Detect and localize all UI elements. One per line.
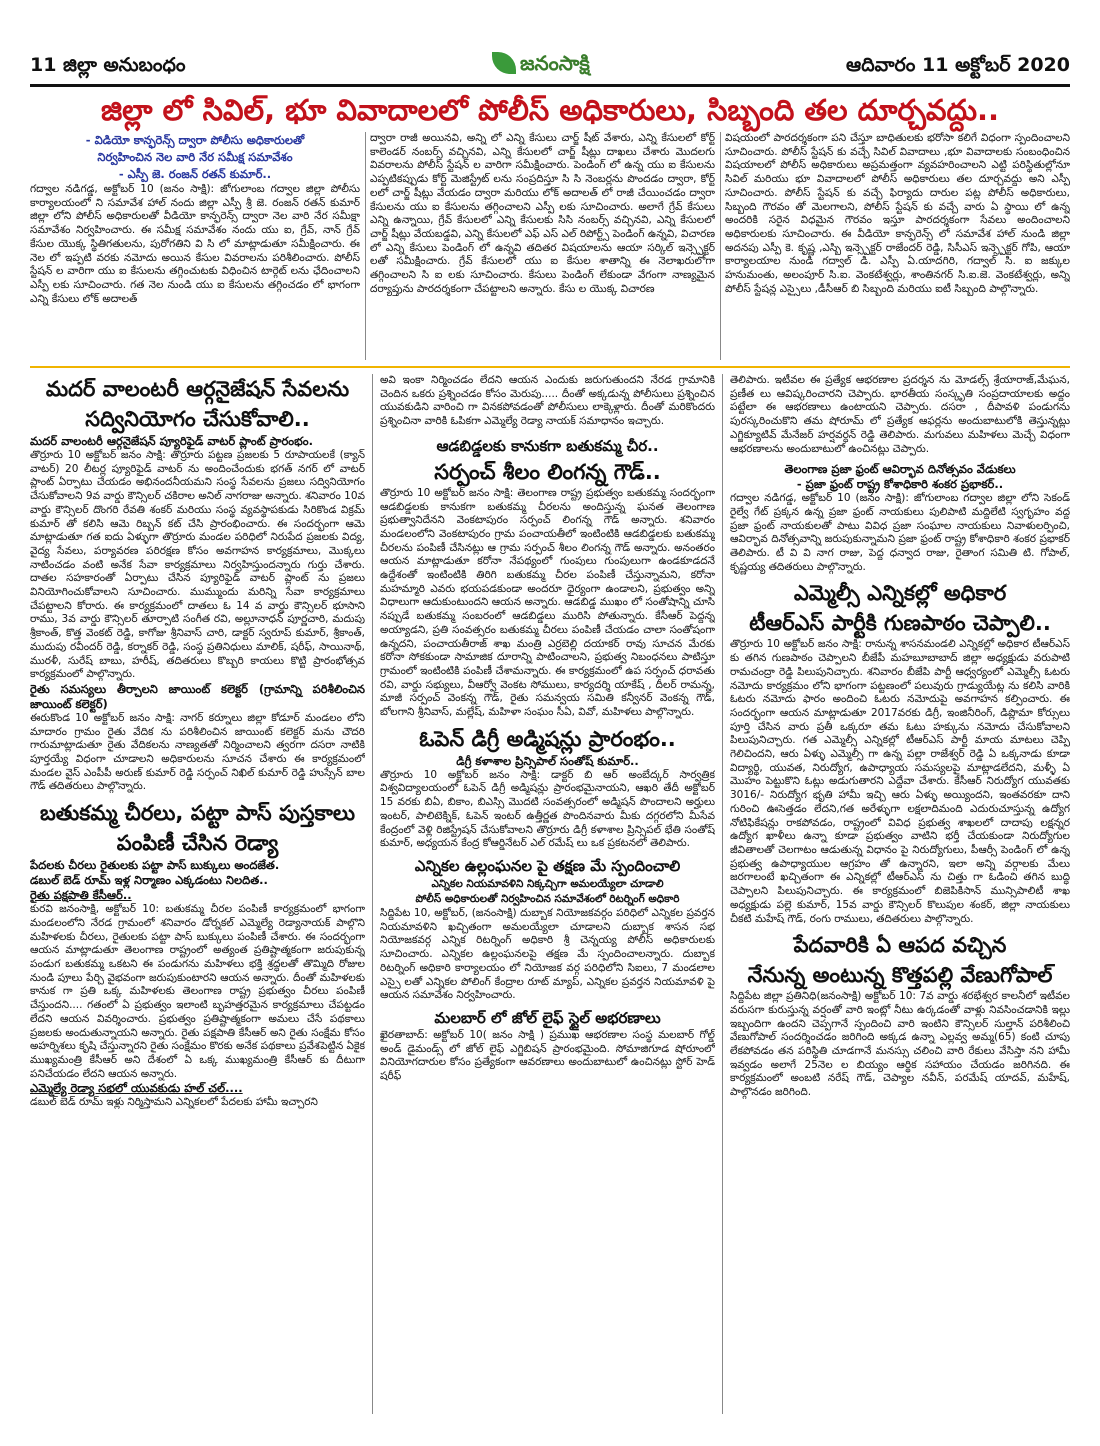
section-divider (30, 366, 1070, 368)
story-headline: టీఆర్ఎస్ పార్టీకి గుణపాఠం చెప్పాలి.. (749, 611, 1051, 636)
lead-story-col1 (30, 132, 360, 360)
story-deck: రైతు సమస్యలు తీర్చాలని జాయింట్ కలెక్టర్ (గ్రామాన్ని పరిశీలించిన జాయింట్ కలెక్టర్) (30, 681, 365, 711)
story-headline: ఎమ్మెల్సీ ఎన్నికల్లో అధికార (793, 581, 1007, 606)
story-body: తొర్రూరు 10 అక్టోబర్ జనం సాక్షి: డాక్టర్ బి ఆర్ అంబేద్కర్ సార్వత్రిక విశ్వవిద్యాలయంలో ఓపెన్ డిగ్రీ అడ్మిషన్లు ప్రారంభమైనాయని, ఆఖరి తేదీ అక్టోబర్ 15 వరకు బిఏ, బికాం, బిఎస్సి మొదటి సంవత్సరంలో అడ్మిషన్ పొందాలని అర్హులు ఇంటర్, పాలిటెక్నిక్, ఓపెన్ ఇంటర్ ఉత్తీర్ణత పొందినవారు మీకు దగ్గరలోని మీసేవ కేంద్రంలో వెళ్లి రిజిస్ట్రేషన్ చేసుకోవాలని తొర్రూరు డిగ్రీ కళాశాల ప్రిన్సిపల్ భేతి సంతోష్ కుమార్, అధ్యయన కేంద్ర కోఆర్డినేటర్ ఎల్ రమేష్ లు ఒక ప్రకటనలో తెలిపారు. (380, 768, 715, 850)
lead-kicker-2: నిర్వహించిన నెల వారి నేర సమీక్ష సమావేశం (97, 150, 293, 164)
right-column (730, 374, 1070, 1414)
story-headline: మలబార్ లో జోల్ లైఫ్ స్టైల్ అభరణాలు (434, 1008, 661, 1027)
story-headline: సద్వినియోగం చేసుకోవాలి.. (85, 407, 310, 431)
story-headline: ఆడబిడ్డలకు కానుకగా బతుకమ్మ చీర.. (436, 436, 659, 455)
story-body: డబుల్ బెడ్ రూమ్ ఇళ్లు నిర్మిస్తామని ఎన్నికలలో పేదలకు హామీ ఇచ్చారని (30, 1096, 318, 1109)
story-deck: డిగ్రీ కళాశాల ప్రిన్సిపాల్ సంతోష్ కుమార్.. (456, 753, 639, 768)
story-body: తొర్రూరు 10 అక్టోబర్ జనం సాక్షి: తొర్రూరు పట్టణ ప్రజలకు 5 రూపాయలకే (క్యాన్ వాటర్) 20 లీటర్ల ప్యూరిఫైడ్ వాటర్ ను అందించేందుకు భగత్ నగర్ లో వాటర్ ప్లాంట్ ఏర్పాటు చేయడం అభినందనీయమని సంస్థ సేవలను ప్రజలు సద్వినియోగం చేసుకోవాలని 9వ వార్డు కౌన్సిలర్ చకిరాల అనిల్ నాగరాజు అన్నారు. శనివారం 10వ వార్డు కౌన్సిలర్ దొంగరి రేవతి శంకర్ మరియు సంస్థ వ్యవస్థాపకుడు సిరికొండ విక్రమ్ కుమార్ తో కలిసి ఆమె రిబ్బన్ కట్ చేసి ప్రారంభించారు. ఈ సందర్భంగా ఆమె మాట్లాడుతూ గత ఐదు ఏళ్ళుగా తొర్రూరు మండల పరిధిలో నిరుపేద ప్రజలకు విద్య, వైద్య సేవలు, పర్యావరణ పరిరక్షణ కోసం అవగాహన కార్యక్రమాలు, మొక్కలు నాటించడం వంటి అనేక సేవా కార్యక్రమాలు నిర్వహిస్తుందన్నారు గుర్తు చేశారు. దాతల సహకారంతో ఏర్పాటు చేసిన ప్యూరిఫైడ్ వాటర్ ప్లాంట్ ను ప్రజలు వినియోగించుకోవాలని సూచించారు. ముమ్ముందు మరిన్ని సేవా కార్యక్రమాలు చేపట్టాలని కోరారు. ఈ కార్యక్రమంలో దాతలు ఓ 14 వ వార్డు కౌన్సిలర్ భూసాని రాము, 3వ వార్డు కౌన్సిలర్ తూర్పాటి సంగీత రవి, అల్లూనాధన్ పూర్ణచారి, మదుపు శ్రీకాంత్, కొత్త వెంకట్ రెడ్డి, కాగోజు శ్రీనివాస్ చారి, డాక్టర్ స్వరూప్ కుమార్, శ్రీకాంత్, ముదుపు రవీందర్ రెడ్డి, కర్నాకర్ రెడ్డి, సంస్థ ప్రతినిధులు మాలిక్, షరీఫ్, సాయినాథ్, మురళీ, సురేష్ బాబు, హరీష్, తదితరులు కొబ్బరి కాయలు కొట్టి ప్రారంభోత్సవ కార్యక్రమంలో పాల్గొన్నారు. (30, 449, 365, 681)
story-body: తొర్రూరు 10 అక్టోబర్ జనం సాక్షి: రానున్న శాసనమండలి ఎన్నికల్లో అధికార టీఆర్ఎస్ కు తగిన గుణపాఠం చెప్పాలని బీజేపీ మహబూబాబాద్ జిల్లా అధ్యక్షుడు వరుపాటి రామచంద్రా రెడ్డి పిలుపునిచ్చారు. శనివారం బీజేపి పార్టీ ఆధ్వర్యంలో ఎమ్మెల్సీ ఓటరు నమోదు కార్యక్రమం లోని భాగంగా పట్టణంలో పలువురు గ్రాడ్యుయేట్ల ను కలిసి వారికి ఓటరు నమోదు ఫారం అందించి ఓటరు నమోదుపై అవగాహన కల్పించారు. ఈ సందర్భంగా ఆయన మాట్లాడుతూ 2017వరకు డిగ్రీ, ఇంజినీరింగ్, డిప్లొమా కోర్సులు పూర్తి చేసిన వారు ప్రతీ ఒక్కరూ తమ ఓటు హక్కును నమోదు చేసుకోవాలని పిలుపునిచ్చారు. గత ఎమ్మెల్సీ ఎన్నికల్లో టీఆర్ఎస్ పార్టీ మాయ మాటలు చెప్పి గెలిచిందని, ఆరు ఏళ్ళు ఎమ్మెల్సీ గా ఉన్న పల్లా రాజేశ్వర్ రెడ్డి ఏ ఒక్కనాడు కూడా విద్యార్థి, యువత, నిరుద్యోగ, ఉపాధ్యాయ సమస్యలపై మాట్లాడలేదని, మళ్ళీ ఏ మొహం పెట్టుకొని ఓట్లు అడుగుతారని ఎద్దేవా చేశారు. కేసీఆర్ నిరుద్యోగ యువతకు 3016/- నిరుద్యోగ భృతి హామీ ఇచ్చి ఆరు ఏళ్ళు అయ్యిందని, ఇంతవరకూ దాని గురించి ఊసెత్తడం లేదని,గత అరేళ్ళుగా లక్షలాదిమంది ఎదురుచూస్తున్న ఉద్యోగ నోటిఫికేషన్లు రాకపోవడం, రాష్ట్రంలో వివిధ ప్రభుత్వ శాఖలలో దాదాపు లక్షన్నర ఉద్యోగ ఖాళీలు ఉన్నా కూడా ప్రభుత్వం వాటిని భర్తీ చేయకుండా నిరుద్యోగుల జీవితాలతో చెలగాటం ఆడుతున్న విధానం పై నిరుద్యోగులు, పీఆర్సీ పెండింగ్ లో ఉన్న ప్రభుత్వ ఉపాధ్యాయుల ఆగ్రహం తో ఉన్నారని, ఇలా అన్ని వర్గాలకు మేలు జరగాలంటే ఖచ్చితంగా ఈ ఎన్నికల్లో టీఆర్ఎస్ ను చిత్తు గా ఓడించి తగిన బుద్ధి చెప్పాలని పిలుపునిచ్చారు. ఈ కార్యక్రమంలో బిజెపికిసాన్ మున్సిపాలిటీ శాఖ అధ్యక్షుడు పల్లె కుమార్, 15వ వార్డు కౌన్సిలర్ కొలుపుల శంకర్, జిల్లా నాయకులు చీకటి మహేష్ గౌడ్, రంగు రాములు, తదితరులు పాల్గొన్నారు. (730, 638, 1070, 925)
story-body: ఖైరతాబాద్: అక్టోబర్ 10( జనం సాక్షి ) ప్రముఖ ఆభరణాల సంస్థ మలబార్ గోల్డ్ అండ్ డైమండ్స్ లో జోల్ లైఫ్ ఎగ్జిబిషన్ ప్రారంభమైంది. సోమాజిగూడ షోరూంలో వినియోగదారుల కోసం ప్రత్యేకంగా ఆవరణాలు అందుబాటులో ఉంచినట్లు స్టోర్ హెడ్ షరీఫ్ (380, 1028, 715, 1083)
story-deck: పేదలకు చీరలు రైతులకు పట్టా పాస్ బుక్కులు అందజేత. (30, 858, 280, 873)
story-deck: డబుల్ బెడ్ రూమ్ ఇళ్ల నిర్మాణం ఎక్కడంటు నిలదిత.. (30, 873, 268, 888)
story-headline: పేదవారికి ఏ ఆపద వచ్చిన (793, 933, 1007, 958)
middle-column (380, 374, 715, 1414)
story-headline: బతుకమ్మ చీరలు, పట్టా పాస్ పుస్తకాలు (39, 801, 356, 826)
column-divider (365, 132, 366, 360)
lead-story-col2: ద్వారా రాజీ అయినవి, అన్ని లో ఎన్ని కేసులు చార్జ్ షీట్ వేశారు, ఎన్ని కేసులలో కోర్ట్ కాలెండర్ నంబర్స్ వచ్చినవి, ఎన్ని కేసులలో చార్జ్ షీట్లు దాఖలు చేశారు మొదలగు వివరాలను పోలీస్ స్టేషన్ ల వారిగా సమీక్షించారు. పెండింగ్ లో ఉన్న యు ఐ కేసులను ఎప్పటికప్పుడు కోర్ట్ మెజిస్ట్రేట్ లను సంప్రదిస్తూ సి సి నెంబర్లను పొందడం ద్వారా, కోర్ట్ లలో చార్జ్ షీట్లు వేయడం ద్వారా మరియు లోక్ అదాలత్ లో రాజీ చేయించడం ద్వారా కేసులను యు ఐ కేసులను తగ్గించాలని ఎస్పీ లకు సూచించారు. అలాగే గ్రేవ్ కేసులు ఎన్ని ఉన్నాయి, గ్రేవ్ కేసులలో ఎన్ని కేసులకు సిసి నంబర్స్ వచ్చినవి, ఎన్ని కేసులలో చార్జ్ షీట్లు వేయబడ్డవి, ఎన్ని కేసులలో ఎఫ్ ఎస్ ఎల్ రిపోర్ట్స్ పెండింగ్ ఉన్నవి, విచారణ లో ఎన్ని కేసులు పెండింగ్ లో ఉన్నవి తదితర విషయాలను ఆయా సర్కిల్ ఇన్స్పెక్టర్ లతో సమీక్షించారు. గ్రేవ్ కేసులలో యు ఐ కేసుల శాతాన్ని ఈ నెలాఖరులోగా తగ్గించాలని సి ఐ లకు సూచించారు. కేసులు పెండింగ్ లేకుండా వేగంగా నాణ్యమైన దర్యాప్తును పారదర్శకంగా చేపట్టాలని అన్నారు. కేసు ల యొక్క విచారణ (370, 132, 715, 295)
story-body: గద్వాల నడిగడ్డ, అక్టోబర్ 10 (జనం సాక్షి): జోగులాంబ గద్వాల జిల్లా లోని సెకండ్ రైల్వే గేట్ ప్రక్కన ఉన్న ప్రజా ఫ్రంట్ నాయకులు పులిపాటి మద్దిలేటి స్వగృహం వద్ద ప్రజా ఫ్రంట్ నాయకులతో పాటు వివిధ ప్రజా సంఘాల నాయకులు నివాళులర్పించి, ఆవిర్భావ దినోత్సవాన్ని జరుపుకున్నామని ప్రజా ఫ్రంట్ రాష్ట్ర కోశాధికారి శంకర ప్రభాకర్ తెలిపారు. టీ వి వి నాగ రాజు, పెద్ద ధన్వాద రాజు, రైతాంగ సమితి టి. గోపాల్, కృష్ణయ్య తదితరులు పాల్గొన్నారు. (730, 492, 1070, 573)
story-deck: ఎమ్మెల్యే రెడ్యా సభలో యువకుడు హల్ చల్.... (30, 1081, 243, 1096)
main-headline: జిల్లా లో సివిల్, భూ వివాదాలలో పోలీస్ అధికారులు, సిబ్బంది తల దూర్చవద్దు.. (100, 93, 1000, 127)
column-divider (722, 374, 723, 1414)
header-divider (30, 84, 1070, 87)
story-headline: నేనున్న అంటున్న కొత్తపల్లి వేణుగోపాల్ (747, 963, 1053, 988)
story-body: కురవి జనంసాక్షి, అక్టోబర్ 10: బతుకమ్మ చీరల పంపిణీ కార్యక్రమంలో భాగంగా మండలంలోని నేరడ గ్రామంలో శనివారం డోర్నకల్ ఎమ్మెల్యే రెడ్యానాయక్ పాల్గొని మహిళలకు చీరలు, రైతులకు పట్టా పాస్ బుక్కులు పంపిణీ చేశారు. ఈ సందర్భంగా ఆయన మాట్లాడుతూ తెలంగాణ రాష్ట్రంలో అత్యంత ప్రతిష్టాత్మకంగా జరుపుకున్న పండుగ బతుకమ్మ ఒకటని ఈ పండుగను మహిళలు భక్తి శ్రద్ధలతో తొమ్మిది రోజుల నుండి పూలు పేర్చి వైభవంగా జరుపుకుంటారని ఆయన అన్నారు. దీంతో మహిళలకు కానుక గా ప్రతి ఒక్క మహిళలకు తెలంగాణ రాష్ట్ర ప్రభుత్వం చీరలు పంపిణీ చేస్తుందని.... గతంలో ఏ ప్రభుత్వం ఇలాంటి బృహత్తరమైన కార్యక్రమాలు చేపట్టడం లేదని ఆయన వివర్శించారు. ప్రభుత్వం ప్రతిష్టాత్మకంగా అమలు చేసే పథకాలు ప్రజలకు అందుతున్నాయని అన్నారు. రైతు పక్షపాతి కేసీఆర్ అని రైతు సంక్షేమ కోసం అహర్నిశలు కృషి చేస్తున్నారని రైతు సంక్షేమం కొరకు అనేక పథకాలు ప్రవేశపెట్టిన ఏకైక ముఖ్యమంత్రి కేసీఆర్ అని దేశంలో ఏ ఒక్క ముఖ్యమంత్రి కేసీఆర్ కు దీటుగా పనిచేయడం లేదని ఆయన అన్నారు. (30, 903, 365, 1080)
story-headline: ఓపెన్ డిగ్రీ అడ్మిషన్లు ప్రారంభం.. (419, 726, 676, 751)
story-body: సిద్దిపేట జిల్లా ప్రతినిధి(జనంసాక్షి) అక్టోబర్ 10: 7వ వార్డు శరభేశ్వర కాలనీలో ఇటీవల వరుసగా కురుస్తున్న వర్షంతో వారి ఇంట్లో నీటు ఉర్కడంతో వాళ్లు నివసించడానికి ఇల్లు ఇబ్బందిగా ఉందని చెప్పగానే స్పందించి వారి ఇంటిని కౌన్సిలర్ సుల్తాన్ పరిశీలించి వేణుగోపాల్ సందర్శించడం జరిగింది అక్కడ ఉన్నా ఎల్లవ్వ అమ్మ(65) కంటి చూపు లేకపోవడం తన పరిస్థితి చూడగానే మనస్సు చలించి వారి రేకులు వేసిస్తా నని హామీ ఇవ్వడం అలాగే 25నెల ల బియ్యం ఆర్థిక సహాయం చేయడం జరిగినది. ఈ కార్యక్రమంలో అంబటి నరేష్ గౌడ్, చెప్యాల నవీన్, పరమేష్ యాదవ్, మహేష్, పాల్గొనడం జరిగింది. (730, 990, 1070, 1099)
story-body: తొర్రూరు 10 అక్టోబర్ జనం సాక్షి: తెలంగాణ రాష్ట్ర ప్రభుత్వం బతుకమ్మ సందర్భంగా ఆడబిడ్డలకు కానుకగా బతుకమ్మ చీరలను అందిస్తున్న ఘనత తెలంగాణ ప్రభుత్వానిదేనని వెంకటాపురం సర్పంచ్ లింగన్న గౌడ్ అన్నారు. శనివారం మండలంలోని వెంకటాపురం గ్రామ పంచాయతీలో ఇంటింటికి ఆడబిడ్డలకు బతుకమ్మ చీరలను పంపిణీ చేసినట్లు ఆ గ్రామ సర్పంచ్ శీలం లింగన్న గౌడ్ అన్నారు. అనంతరం ఆయన మాట్లాడుతూ కరోనా నేపథ్యంలో గుంపులు గుంపులుగా ఉండకూడదనే ఉద్దేశంతో ఇంటింటికి తిరిగి బతుకమ్మ చీరల పంపిణీ చేస్తున్నామని, కరోనా మహమ్మారి ఎవరు భయపడకుండా అందరూ ధైర్యంగా ఉండాలని, ప్రభుత్వం అన్ని విధాలుగా ఆదుకుంటుందని ఆయన అన్నారు. ఆడబిడ్డ ముఖం లో సంతోషాన్ని చూసి నప్పుడే బతుకమ్మ సంబరంలో ఆడబిడ్డలు మురిసి పోతున్నారు. కేసీఆర్ పెద్దన్న అయ్యాడని, ప్రతి సంవత్సరం బతుకమ్మ చీరలు పంపిణీ చేయడం చాలా సంతోషంగా ఉన్నదని, పంచాయతీరాజ్ శాఖ మంత్రి ఎర్రబెల్లి దయాకర్ రావు సూచన మేరకు కరోనా సోకకుండా సామాజిక దూరాన్ని పాటించాలని, ప్రభుత్వ నిబంధనలు పాటిస్తూ గ్రామంలో ఇంటింటికి పంపిణీ చేశామన్నారు. ఈ కార్యక్రమంలో ఉప సర్పంచ్ ధరావతు రవి, వార్డు సభ్యులు, వీఆర్వో వెంకట సోములు, కార్యదర్శి యాకేష్ , దీలర్ రామన్న, మాజీ సర్పంచ్ వెంకన్న గౌడ్, రైతు సమన్వయ సమితి కన్వీనర్ వెంకన్న గౌడ్, బోలగాని శ్రీనివాస్, మల్లేష్, మహిళా సంఘం సీఏ, వివో, మహిళలు పాల్గొన్నారు. (380, 486, 715, 719)
story-body: సిద్దిపేట 10, అక్టోబర్, (జనంసాక్షి) దుబ్బాక నియోజకవర్గం పరిధిలో ఎన్నికల ప్రవర్తన నియమావళిని ఖచ్చితంగా అమలయ్యేలా చూడాలని దుబ్బాక శాసన సభ నియోజకవర్గ ఎన్నిక రిటర్నింగ్ అధికారి శ్రీ చెన్నయ్య పోలీస్ అధికారులకు సూచించారు. ఎన్నికల ఉల్లంఘనలపై తక్షణ మే స్పందించాలన్నారు. దుబ్బాక రిటర్నింగ్ అధికారి కార్యాలయం లో నియోజక వర్గ పరిధిలోని సిఐలు, 7 మండలాల ఎస్సై లతో ఎన్నికల పోలింగ్ కేంద్రాల రూట్ మ్యాప్, ఎన్నికల ప్రవర్తన నియమావళి పై ఆయన సమావేశం నిర్వహించారు. (380, 906, 715, 1002)
lead-kicker-1: - విడియో కాన్ఫరెన్స్ ద్వారా పోలీసు అధికారులతో (85, 133, 305, 147)
lead-kicker-3: - ఎస్పీ జె. రంజన్ రతన్ కుమార్.. (118, 167, 272, 181)
page-number-section: 11 జిల్లా అనుబంధం (30, 54, 186, 76)
leaf-logo-icon (492, 52, 516, 74)
story-headline: ఎన్నికల ఉల్లంఘనల పై తక్షణ మే స్పందించాలి (414, 856, 681, 875)
column-divider (720, 132, 721, 360)
story-body: ఈరుకొండ 10 అక్టోబర్ జనం సాక్షి: నాగర్ కర్నూలు జిల్లా కోడూర్ మండలం లోని మాదారం గ్రామం రైతు వేదిక ను పరిశీలించిన జాయింట్ కలెక్టర్ మను చౌదరి గారుమాట్లాడుతూ రైతు వేదికలను నాణ్యతతో నిర్మించాలని త్వరగా దసరా నాటికి పూర్తయ్యే విధంగా చూడాలని అధికారులను సూచన చేశారు ఈ కార్యక్రమంలో మండల వైస్ ఎంపీపీ అరుణ్ కుమార్ రెడ్డి సర్పంచ్ నిఖిల్ కుమార్ రెడ్డి హుస్సేన్ బాల గౌడ్ తదితరులు పాల్గొన్నారు. (30, 711, 365, 793)
story-headline: సర్పంచ్ శీలం లింగన్న గౌడ్.. (434, 459, 661, 484)
left-column (30, 374, 365, 1414)
masthead-logo (492, 48, 634, 80)
story-deck: పోలీస్ అధికారులతో నిర్వహించిన సమావేశంలో రిటర్నింగ్ అధికారి (415, 892, 680, 905)
story-body: తెలిపారు. ఇటీవల ఈ ప్రత్యేక ఆభరణాల ప్రదర్శన ను మోడల్స్ శ్రేయారాజ్,మేఘన, ప్రణీత లు ఆవిష్కరించారని చెప్పారు. భారతీయ సంస్కృతి సంప్రదాయాలకు అద్దం పట్టేలా ఈ ఆభరణాలు ఉంటాయని చెప్పారు. దసరా , దీపావళి పండుగను పురస్కరించుకొని తమ షోరూమ్ లో ప్రత్యేక ఆఫర్లను అందుబాటులోకి తెస్తున్నట్లు ఎగ్జిక్యూటివ్ మేనేజర్ హర్షవర్ధన్ రెడ్డి తెలిపారు. మగువలు మహిళలు మెచ్చే విధంగా ఆభరణాలను అందుబాటులో ఉంచినట్లు చెప్పారు. (730, 374, 1070, 455)
story-deck: రైతు పక్షపాతి కేసీఆర్.. (30, 888, 132, 903)
story-deck: ఎన్నికల నియమావళిని నిక్కచ్చిగా అమలయ్యేలా చూడాలి (431, 877, 664, 890)
story-deck: - ప్రజా ఫ్రంట్ రాష్ట్ర కోశాధికారి శంకర ప్రభాకర్.. (796, 477, 1004, 492)
issue-date: ఆదివారం 11 అక్టోబర్ 2020 (846, 54, 1070, 76)
page-header (30, 48, 1070, 84)
lead-body-1: గద్వాల నడిగడ్డ, అక్టోబర్ 10 (జనం సాక్షి): జోగులాంబ గద్వాల జిల్లా పోలీసు కార్యాలయంలో ని సమావేశ హాల్ నందు జిల్లా ఎస్పీ శ్రీ జె. రంజన్ రతన్ కుమార్ జిల్లా లోని పోలీస్ అధికారులతో వీడియో కాన్ఫరెన్స్ ద్వారా నెల వారి నేర సమీక్షా సమావేశం నిర్వహించారు. ఈ సమీక్ష సమావేశం నందు యు ఐ, గ్రేవ్, నాన్ గ్రేవ్ కేసుల యొక్క స్థితిగతులను, పురోగతిని వి సి లో మాట్లాడుతూ సమీక్షించారు. ఈ నెల లో ఇప్పటి వరకు నమోదు అయిన కేసుల వివరాలను పరిశీలించారు. పోలీస్ స్టేషన్ ల వారిగా యు ఐ కేసులను తగ్గించుటకు విధించిన టార్గెట్ లను ఛేదించాలని ఎస్పీ లకు సూచించారు. గత నెల నుండి యు ఐ కేసులను తగ్గించడం లో భాగంగా ఎన్ని కేసులు లోక్ అదాలత్ (30, 183, 360, 305)
masthead-logo-text: జనంసాక్షి (520, 51, 590, 75)
story-deck: మదర్ వాలంటరీ ఆర్గనైజేషన్ ప్యూరిఫైడ్ వాటర్ ప్లాంట్ ప్రారంభం. (30, 434, 313, 448)
story-headline: మదర్ వాలంటరీ ఆర్గనైజేషన్ సేవలను (45, 377, 350, 401)
story-headline: పంపిణీ చేసిన రెడ్యా (116, 831, 279, 856)
story-body: అవి ఇంకా నిర్మించడం లేదని ఆయన ఎందుకు జరుగుతుందని నేరడ గ్రామానికి చెందిన ఒకరు ప్రశ్నించడం కోసం మెరుపు..... దీంతో అక్కడున్న పోలీసులు ప్రశ్నించిన యువకుడిని వారించి గా వినకపోవడంతో పోలీసులు లాక్కెళ్లారు. దీంతో మరికొందరు ప్రశ్నించినా వారికి ఓపికగా ఎమ్మెల్యే రెడ్యా నాయక్ సమాధానం ఇచ్చారు. (380, 374, 715, 428)
story-headline: తెలంగాణ ప్రజా ఫ్రంట్ ఆవిర్భావ దినోత్సవం వేడుకలు (784, 462, 1016, 477)
lead-story-col3: విషయంలో పారదర్శకంగా పని చేస్తూ బాధితులకు భరోసా కలిగే విధంగా స్పందించాలని సూచించారు. పోలీస్ స్టేషన్ కు వచ్చే సివిల్ వివాదాలు ,భూ వివాదాలకు సంబంధించిన విషయాలలో పోలీస్ అధికారులు అప్రమత్తంగా వ్యవహరించాలని ఎట్టి పరిస్థితుల్లోనూ సివిల్ మరియు భూ వివాదాలలో పోలీస్ అధికారులు తల దూర్చవద్దు అని ఎస్పీ సూచించారు. పోలీస్ స్టేషన్ కు వచ్చే ఫిర్యాదు దారుల పట్ల పోలీస్ అధికారులు, సిబ్బంది గౌరవం తో మెలగాలని, పోలీస్ స్టేషన్ కు వచ్చే వారు ఏ స్థాయి లో ఉన్న అందరికి సరైన విధమైన గౌరవం ఇస్తూ పారదర్శకంగా సేవలు అందించాలని అధికారులకు సూచించారు. ఈ వీడియో కాన్ఫరెన్స్ లో సమావేశ హాల్ నుండి జిల్లా అదనపు ఎస్పీ కె. కృష్ణ ,ఎస్బి ఇన్స్పెక్టర్ రాజేందర్ రెడ్డి, సిసీఎస్ ఇన్స్పెక్టర్ గోపి, ఆయా కార్యాలయాల నుండి గద్వాల్ డి. ఎస్పీ ఏ.యాదగిరి, గద్వాల్ సి. ఐ జక్కుల హనుమంతు, అలంపూర్ సి.ఐ. వెంకటేశ్వర్లు, శాంతినగర్ సి.ఐ.జె. వెంకటేశ్వర్లు, అన్ని పోలీస్ స్టేషన్ల ఎస్సైలు ,డీసీఆర్ బి సిబ్బంది మరియు ఐటీ సిబ్బంది పాల్గొన్నారు. (725, 132, 1070, 295)
column-divider (372, 374, 373, 1414)
